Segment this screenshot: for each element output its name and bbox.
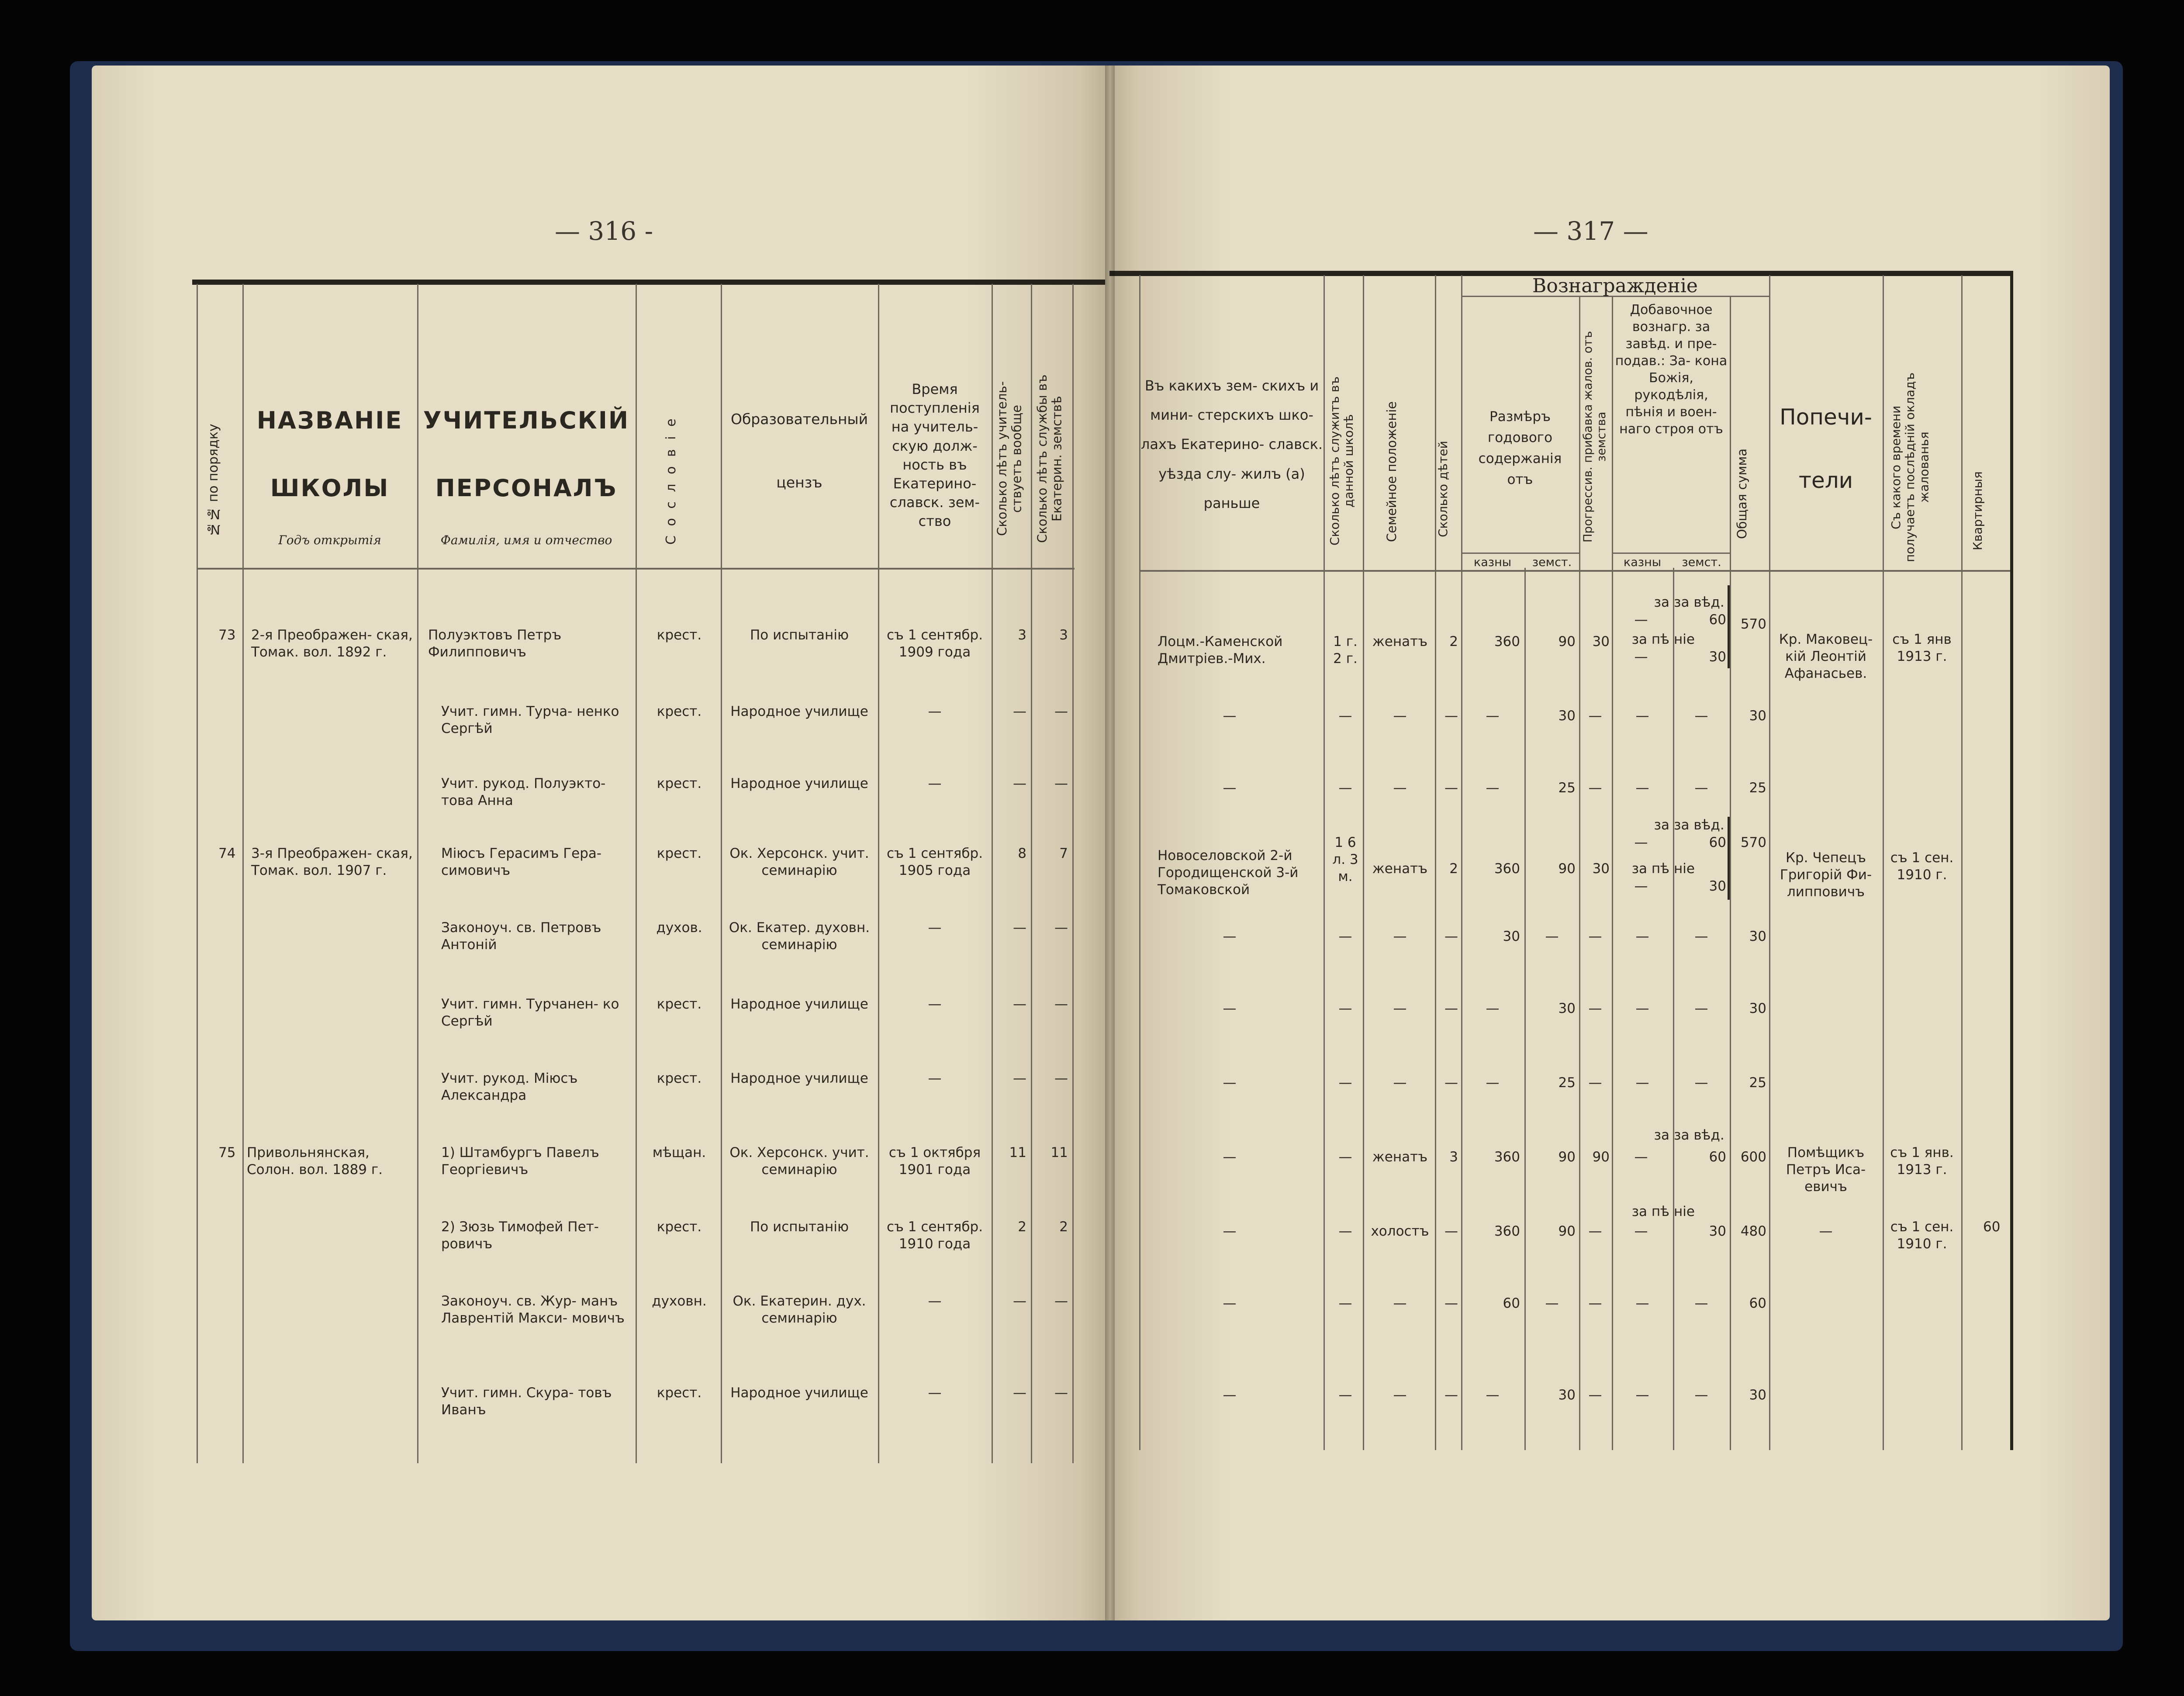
row-prev: — — [1223, 1149, 1237, 1165]
header-staff-sub: Фамилія, имя и отчество — [440, 533, 612, 547]
row-years-here: — — [1338, 1223, 1352, 1239]
row-total: 30 — [1749, 929, 1766, 944]
row-extra-zemst: ніе — [1674, 1204, 1695, 1219]
row-children: — — [1444, 708, 1458, 724]
row-family: — — [1393, 1075, 1407, 1091]
left-page — [92, 66, 1109, 1620]
row-salary-kazny: 60 — [1503, 1295, 1520, 1311]
row-years-here: — — [1338, 1075, 1352, 1091]
row-edu: Народное училище — [730, 996, 868, 1012]
row-salary-zemst: 90 — [1558, 1223, 1576, 1239]
row-total: 30 — [1749, 1387, 1766, 1403]
row-since: съ 1 сен. 1910 г. — [1890, 1219, 1954, 1252]
header-estate: С о с л о в і е — [663, 416, 679, 545]
header-trustee-1: Попечи- — [1780, 404, 1872, 430]
row-years-here: — — [1338, 1149, 1352, 1165]
row-extra-kazny: за — [1654, 594, 1669, 610]
header-school-sub: Годъ открытія — [278, 533, 381, 547]
row-total: 600 — [1740, 1149, 1766, 1165]
row-years-zemstvo: — — [1054, 1071, 1068, 1086]
row-extra-zemst: — — [1694, 929, 1708, 944]
row-extra-zemst: 60 — [1709, 835, 1726, 850]
col-divider — [721, 284, 722, 1463]
row-trustee: Кр. Чепецъ Григорій Фи- липповичъ — [1780, 850, 1872, 900]
row-salary-kazny: — — [1486, 1387, 1500, 1403]
row-progress: — — [1588, 780, 1602, 796]
header-salary: Размѣръ годового содержанія отъ — [1478, 409, 1562, 488]
row-staff: Учит. гимн. Турчанен- ко Сергѣй — [441, 996, 619, 1029]
table-top-rule — [192, 280, 1105, 285]
table-right-rule — [2010, 271, 2013, 1450]
row-salary-kazny: 30 — [1503, 929, 1520, 944]
row-years-here: — — [1338, 1387, 1352, 1403]
row-estate: крест. — [657, 627, 702, 643]
col-divider — [636, 284, 637, 1463]
header-trustee-2: тели — [1798, 468, 1853, 493]
row-family: женатъ — [1372, 1149, 1428, 1165]
header-progress: Прогрессив. прибавка жалов. отъ земства — [1581, 331, 1609, 543]
row-housing: 60 — [1983, 1219, 2001, 1235]
col-divider — [1769, 275, 1770, 1450]
row-extra-kazny: — — [1635, 1387, 1649, 1403]
row-children: — — [1444, 780, 1458, 796]
row-no: 75 — [218, 1145, 236, 1161]
header-since: Съ какого времени получаетъ послѣдній окладъ жалованья — [1889, 372, 1932, 563]
row-time: — — [928, 1385, 942, 1401]
row-school: 2-я Преображен- ская, Томак. вол. 1892 г. — [251, 627, 413, 660]
col-divider — [1730, 297, 1731, 1450]
row-salary-zemst: 30 — [1558, 1001, 1576, 1016]
sub-rule — [1612, 553, 1730, 554]
row-extra-kazny: — — [1635, 1001, 1649, 1016]
row-years-zemstvo: — — [1054, 920, 1068, 936]
row-estate: крест. — [657, 776, 702, 791]
row-salary-zemst: 90 — [1558, 1149, 1576, 1165]
row-salary-kazny: — — [1486, 1075, 1500, 1091]
row-extra-zemst: — — [1694, 780, 1708, 796]
col-divider — [1072, 284, 1074, 1463]
row-extra-zemst: за вѣд. — [1674, 594, 1724, 610]
row-prev: — — [1223, 1387, 1237, 1403]
row-family: холостъ — [1371, 1223, 1429, 1239]
row-extra-zemst: 30 — [1709, 878, 1726, 894]
row-total: 25 — [1749, 1075, 1766, 1091]
row-estate: крест. — [657, 1219, 702, 1235]
row-since: съ 1 янв 1913 г. — [1892, 632, 1952, 664]
page-number-right: — 317 — — [1533, 216, 1648, 246]
row-prev: — — [1223, 1001, 1237, 1016]
brace-mark — [1728, 817, 1730, 900]
row-progress: — — [1588, 929, 1602, 944]
row-no: 73 — [218, 627, 236, 643]
row-extra-kazny: — — [1635, 1295, 1649, 1311]
col-divider — [417, 284, 418, 1463]
row-years-zemstvo: — — [1054, 996, 1068, 1012]
row-extra-kazny: — — [1634, 1223, 1648, 1239]
row-extra-kazny: — — [1634, 612, 1648, 628]
row-edu: Народное училище — [730, 1071, 868, 1086]
row-family: женатъ — [1372, 634, 1428, 649]
row-family: — — [1393, 1295, 1407, 1311]
row-prev: — — [1223, 1295, 1237, 1311]
row-prev: — — [1223, 1075, 1237, 1091]
row-progress: — — [1588, 1001, 1602, 1016]
row-trustee: Кр. Маковец- кій Леонтій Афанасьев. — [1779, 632, 1873, 681]
row-edu: Ок. Херсонск. учит. семинарію — [729, 846, 869, 878]
row-years-here: — — [1338, 708, 1352, 724]
row-years-zemstvo: 2 — [1059, 1219, 1068, 1235]
row-extra-zemst: 60 — [1709, 612, 1726, 628]
col-divider — [992, 284, 993, 1463]
header-extra: Добавочное вознагр. за завѣд. и пре- подав.: За- кона Божія, рукодѣлія, пѣнія и воен- наго строя отъ — [1615, 302, 1728, 437]
row-estate: крест. — [657, 1071, 702, 1086]
row-years-total: 11 — [1009, 1145, 1026, 1161]
row-salary-zemst: — — [1545, 929, 1559, 944]
row-staff: 2) Зюзь Тимофей Пет- ровичъ — [441, 1219, 599, 1252]
row-extra-kazny: — — [1635, 708, 1649, 724]
row-family: женатъ — [1372, 861, 1428, 877]
row-prev: Лоцм.-Каменской Дмитріев.-Мих. — [1158, 634, 1283, 667]
row-time: съ 1 сентябр. 1905 года — [886, 846, 983, 878]
row-staff: Учит. гимн. Скура- товъ Иванъ — [441, 1385, 612, 1418]
row-years-here: 1 6 л. 3 м. — [1332, 835, 1358, 884]
header-family: Семейное положеніе — [1384, 401, 1399, 542]
row-trustee: Помѣщикъ Петръ Иса- евичъ — [1786, 1145, 1866, 1195]
col-divider — [1961, 275, 1963, 1450]
row-extra-zemst: за вѣд. — [1674, 1127, 1724, 1143]
col-divider — [1031, 284, 1032, 1463]
row-time: — — [928, 1293, 942, 1309]
row-years-zemstvo: 11 — [1051, 1145, 1068, 1161]
row-years-zemstvo: — — [1054, 1293, 1068, 1309]
row-extra-zemst: — — [1694, 1295, 1708, 1311]
row-years-total: — — [1013, 776, 1026, 791]
row-total: 30 — [1749, 1001, 1766, 1016]
row-estate: духов. — [656, 920, 702, 936]
row-years-here: 1 г. 2 г. — [1333, 634, 1358, 667]
row-progress: — — [1588, 1075, 1602, 1091]
row-no: 74 — [218, 846, 236, 861]
row-salary-kazny: 360 — [1494, 861, 1520, 877]
row-salary-zemst: 30 — [1558, 708, 1576, 724]
row-estate: крест. — [657, 996, 702, 1012]
row-years-total: 8 — [1018, 846, 1026, 861]
row-years-zemstvo: — — [1054, 776, 1068, 791]
row-estate: крест. — [657, 704, 702, 719]
header-prev: Въ какихъ зем- скихъ и мини- стерскихъ шко- лахъ Екатерино- славск. уѣзда слу- жилъ (а) раньше — [1140, 377, 1323, 511]
row-prev: — — [1223, 1223, 1237, 1239]
header-housing: Квартирныя — [1970, 471, 1985, 551]
row-children: — — [1444, 1387, 1458, 1403]
row-salary-kazny: — — [1486, 780, 1500, 796]
row-salary-zemst: 25 — [1558, 780, 1576, 796]
col-divider — [878, 284, 879, 1463]
row-edu: Ок. Екатерин. дух. семинарію — [733, 1293, 866, 1326]
row-total: 570 — [1740, 835, 1766, 850]
row-extra-zemst: — — [1694, 1001, 1708, 1016]
row-progress: 30 — [1592, 861, 1610, 877]
row-family: — — [1393, 1001, 1407, 1016]
row-progress: 90 — [1592, 1149, 1610, 1165]
row-family: — — [1393, 780, 1407, 796]
header-edu-1: Образовательный — [730, 411, 868, 428]
row-years-total: — — [1013, 1071, 1026, 1086]
row-years-total: — — [1013, 920, 1026, 936]
row-salary-zemst: 90 — [1558, 634, 1576, 649]
row-since: съ 1 сен. 1910 г. — [1890, 850, 1954, 883]
row-extra-kazny: — — [1635, 929, 1649, 944]
row-years-here: — — [1338, 1295, 1352, 1311]
row-salary-zemst: 90 — [1558, 861, 1576, 877]
row-prev: — — [1223, 708, 1237, 724]
row-years-here: — — [1338, 780, 1352, 796]
row-prev: — — [1223, 780, 1237, 796]
row-school: Привольнянская, Солон. вол. 1889 г. — [247, 1145, 383, 1178]
row-time: — — [928, 776, 942, 791]
row-extra-kazny: за — [1654, 817, 1669, 833]
row-extra-zemst: — — [1694, 1075, 1708, 1091]
header-school-1: НАЗВАНІЕ — [256, 407, 403, 434]
sub-rule — [1461, 553, 1579, 554]
row-salary-kazny: 360 — [1494, 1223, 1520, 1239]
row-salary-zemst: 25 — [1558, 1075, 1576, 1091]
row-time: съ 1 сентябр. 1910 года — [886, 1219, 983, 1252]
row-edu: По испытанію — [750, 1219, 849, 1235]
row-salary-kazny: 360 — [1494, 1149, 1520, 1165]
header-reward: Вознагражденіе — [1532, 275, 1698, 297]
row-edu: Ок. Херсонск. учит. семинарію — [729, 1145, 869, 1178]
row-estate: крест. — [657, 846, 702, 861]
row-years-here: — — [1338, 929, 1352, 944]
col-divider — [1363, 275, 1364, 1450]
row-children: — — [1444, 1001, 1458, 1016]
header-children: Сколько дѣтей — [1436, 441, 1450, 538]
row-extra-kazny: — — [1634, 1149, 1648, 1165]
header-extra-zemst: земст. — [1682, 556, 1721, 569]
row-family: — — [1393, 1387, 1407, 1403]
row-years-total: — — [1013, 1293, 1026, 1309]
row-extra-zemst: — — [1694, 708, 1708, 724]
col-divider — [1883, 275, 1884, 1450]
row-estate: мѣщан. — [652, 1145, 706, 1161]
row-extra-kazny: — — [1634, 649, 1648, 665]
row-staff: Учит. рукод. Полуэкто- това Анна — [441, 776, 606, 808]
row-years-zemstvo: — — [1054, 1385, 1068, 1401]
header-bottom-rule — [1139, 570, 2010, 572]
row-time: — — [928, 920, 942, 936]
row-family: — — [1393, 929, 1407, 944]
header-years-zemstvo: Сколько лѣтъ службы въ Екатерин. земствѣ — [1035, 374, 1064, 543]
header-extra-kazny: казны — [1623, 556, 1662, 569]
row-prev: — — [1223, 929, 1237, 944]
row-prev: Новоселовской 2-й Городищенской 3-й Томаковской — [1158, 848, 1299, 898]
row-extra-zemst: 30 — [1709, 1223, 1726, 1239]
header-edu-2: цензъ — [776, 474, 822, 491]
right-page — [1109, 66, 2110, 1620]
row-extra-kazny: — — [1634, 835, 1648, 850]
header-staff-1: УЧИТЕЛЬСКІЙ — [423, 407, 630, 434]
row-progress: — — [1588, 1387, 1602, 1403]
row-progress: — — [1588, 708, 1602, 724]
header-no: №№ по порядку — [206, 424, 221, 537]
page-number-left: — 316 - — [555, 216, 653, 246]
header-salary-kazny: казны — [1473, 556, 1512, 569]
header-staff-2: ПЕРСОНАЛЪ — [435, 474, 618, 502]
row-extra-kazny: за — [1654, 1127, 1669, 1143]
row-school: 3-я Преображен- ская, Томак. вол. 1907 г. — [251, 846, 413, 878]
row-extra-zemst: ніе — [1674, 861, 1695, 877]
col-divider — [197, 284, 198, 1463]
row-extra-kazny: — — [1634, 878, 1648, 894]
row-extra-kazny: — — [1635, 780, 1649, 796]
row-time: — — [928, 996, 942, 1012]
row-total: 480 — [1740, 1223, 1766, 1239]
row-years-total: 2 — [1018, 1219, 1026, 1235]
row-since: съ 1 янв. 1913 г. — [1890, 1145, 1954, 1178]
row-salary-zemst: 30 — [1558, 1387, 1576, 1403]
col-divider — [1324, 275, 1325, 1450]
row-total: 60 — [1749, 1295, 1766, 1311]
row-salary-kazny: — — [1486, 708, 1500, 724]
header-salary-zemst: земст. — [1532, 556, 1572, 569]
row-extra-zemst: 60 — [1709, 1149, 1726, 1165]
row-children: — — [1444, 1223, 1458, 1239]
row-extra-kazny: за пѣ — [1631, 632, 1669, 647]
row-salary-kazny: — — [1486, 1001, 1500, 1016]
row-extra-kazny: за пѣ — [1631, 1204, 1669, 1219]
row-staff: Міюсъ Герасимъ Гера- симовичъ — [441, 846, 602, 878]
row-edu: Народное училище — [730, 776, 868, 791]
row-trustee: — — [1819, 1223, 1833, 1239]
header-total: Общая сумма — [1735, 448, 1749, 539]
row-time: — — [928, 704, 942, 719]
header-years-here: Сколько лѣтъ служитъ въ данной школѣ — [1327, 376, 1356, 546]
row-years-zemstvo: 3 — [1059, 627, 1068, 643]
row-salary-kazny: 360 — [1494, 634, 1520, 649]
row-children: — — [1444, 929, 1458, 944]
row-years-total: — — [1013, 1385, 1026, 1401]
row-extra-zemst: — — [1694, 1387, 1708, 1403]
brace-mark — [1728, 585, 1730, 668]
book-spine — [1105, 66, 1115, 1620]
row-years-here: — — [1338, 1001, 1352, 1016]
row-progress: — — [1588, 1295, 1602, 1311]
row-staff: Полуэктовъ Петръ Филипповичъ — [428, 627, 562, 660]
row-staff: 1) Штамбургъ Павелъ Георгіевичъ — [441, 1145, 599, 1178]
row-salary-zemst: — — [1545, 1295, 1559, 1311]
row-family: — — [1393, 708, 1407, 724]
row-staff: Законоуч. св. Петровъ Антоній — [441, 920, 601, 953]
row-edu: Народное училище — [730, 1385, 868, 1401]
header-school-2: ШКОЛЫ — [270, 474, 390, 502]
row-staff: Учит. гимн. Турча- ненко Сергѣй — [441, 704, 619, 736]
row-estate: духовн. — [652, 1293, 707, 1309]
row-years-total: — — [1013, 704, 1026, 719]
row-extra-kazny: за пѣ — [1631, 861, 1669, 877]
row-children: 2 — [1449, 634, 1458, 649]
row-years-total: — — [1013, 996, 1026, 1012]
row-estate: крест. — [657, 1385, 702, 1401]
row-extra-zemst: за вѣд. — [1674, 817, 1724, 833]
row-time: съ 1 сентябр. 1909 года — [886, 627, 983, 660]
header-time: Время поступленія на учитель- скую долж- ность въ Екатерино- славск. зем- ство — [889, 381, 980, 530]
row-total: 570 — [1740, 616, 1766, 632]
row-children: 2 — [1449, 861, 1458, 877]
row-children: — — [1444, 1295, 1458, 1311]
row-years-zemstvo: 7 — [1059, 846, 1068, 861]
row-years-zemstvo: — — [1054, 704, 1068, 719]
row-extra-zemst: ніе — [1674, 632, 1695, 647]
row-total: 30 — [1749, 708, 1766, 724]
row-staff: Законоуч. св. Жур- манъ Лаврентій Макси- мовичъ — [441, 1293, 625, 1326]
row-progress: — — [1588, 1223, 1602, 1239]
row-progress: 30 — [1592, 634, 1610, 649]
header-bottom-rule — [197, 568, 1075, 570]
row-edu: По испытанію — [750, 627, 849, 643]
row-time: — — [928, 1071, 942, 1086]
row-edu: Ок. Екатер. духовн. семинарію — [729, 920, 870, 953]
row-edu: Народное училище — [730, 704, 868, 719]
row-extra-kazny: — — [1635, 1075, 1649, 1091]
header-years-total: Сколько лѣтъ учитель- ствуетъ вообще — [995, 381, 1024, 536]
row-years-total: 3 — [1018, 627, 1026, 643]
row-staff: Учит. рукод. Міюсъ Александра — [441, 1071, 578, 1103]
row-children: — — [1444, 1075, 1458, 1091]
col-divider — [242, 284, 244, 1463]
row-time: съ 1 октября 1901 года — [888, 1145, 981, 1178]
row-children: 3 — [1449, 1149, 1458, 1165]
row-total: 25 — [1749, 780, 1766, 796]
row-extra-zemst: 30 — [1709, 649, 1726, 665]
